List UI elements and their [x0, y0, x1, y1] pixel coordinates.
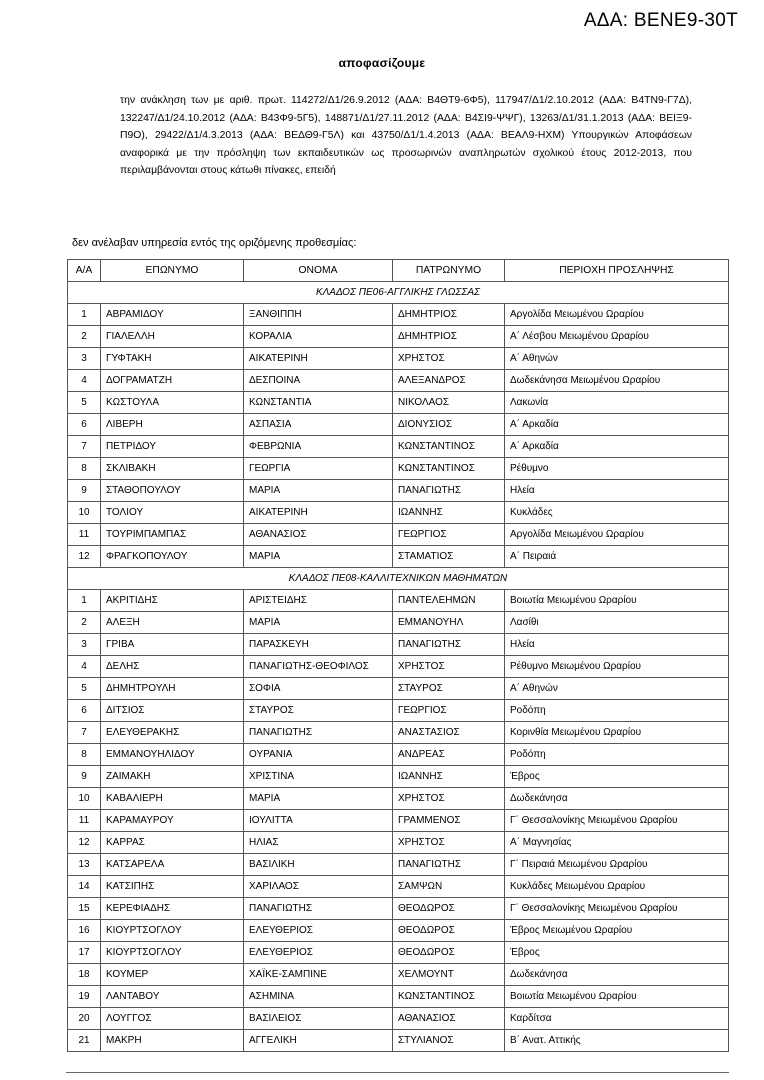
table-row — [68, 304, 729, 326]
group-header-row — [68, 282, 729, 304]
father-name-cell: ΑΝΑΣΤΑΣΙΟΣ — [393, 722, 505, 744]
table-row — [68, 1030, 729, 1052]
surname-cell: ΔΟΓΡΑΜΑΤΖΗ — [101, 370, 244, 392]
surname-cell: ΚΑΒΑΛΙΕΡΗ — [101, 788, 244, 810]
row-number: 7 — [68, 436, 101, 458]
father-name-cell: ΔΗΜΗΤΡΙΟΣ — [393, 326, 505, 348]
table-body — [68, 282, 729, 1052]
father-name-cell: ΑΝΔΡΕΑΣ — [393, 744, 505, 766]
hiring-area-cell: Α΄ Μαγνησίας — [505, 832, 729, 854]
row-number: 21 — [68, 1030, 101, 1052]
surname-cell: ΠΕΤΡΙΔΟΥ — [101, 436, 244, 458]
hiring-area-cell: Ρέθυμνο — [505, 458, 729, 480]
surname-cell: ΛΑΝΤΑΒΟΥ — [101, 986, 244, 1008]
table-row — [68, 502, 729, 524]
row-number: 13 — [68, 854, 101, 876]
row-number: 19 — [68, 986, 101, 1008]
teachers-table — [67, 259, 729, 1052]
group-title: ΚΛΑΔΟΣ ΠΕ08-ΚΑΛΛΙΤΕΧΝΙΚΩΝ ΜΑΘΗΜΑΤΩΝ — [68, 568, 729, 590]
name-cell: ΑΙΚΑΤΕΡΙΝΗ — [244, 348, 393, 370]
surname-cell: ΓΡΙΒΑ — [101, 634, 244, 656]
hiring-area-cell: Γ΄ Θεσσαλονίκης Μειωμένου Ωραρίου — [505, 898, 729, 920]
table-row — [68, 612, 729, 634]
father-name-cell: ΝΙΚΟΛΑΟΣ — [393, 392, 505, 414]
hiring-area-cell: Κυκλάδες — [505, 502, 729, 524]
hiring-area-cell: Λασίθι — [505, 612, 729, 634]
surname-cell: ΔΙΤΣΙΟΣ — [101, 700, 244, 722]
row-number: 12 — [68, 546, 101, 568]
surname-cell: ΚΙΟΥΡΤΣΟΓΛΟΥ — [101, 942, 244, 964]
table-row — [68, 634, 729, 656]
name-cell: ΜΑΡΙΑ — [244, 788, 393, 810]
name-cell: ΟΥΡΑΝΙΑ — [244, 744, 393, 766]
father-name-cell: ΓΕΩΡΓΙΟΣ — [393, 700, 505, 722]
table-row — [68, 414, 729, 436]
hiring-area-cell: Βοιωτία Μειωμένου Ωραρίου — [505, 986, 729, 1008]
row-number: 20 — [68, 1008, 101, 1030]
table-row — [68, 524, 729, 546]
father-name-cell: ΘΕΟΔΩΡΟΣ — [393, 920, 505, 942]
table-row — [68, 480, 729, 502]
name-cell: ΣΟΦΙΑ — [244, 678, 393, 700]
hiring-area-cell: Δωδεκάνησα Μειωμένου Ωραρίου — [505, 370, 729, 392]
father-name-cell: ΧΕΛΜΟΥΝΤ — [393, 964, 505, 986]
hiring-area-cell: Ηλεία — [505, 634, 729, 656]
table-row — [68, 986, 729, 1008]
table-row — [68, 920, 729, 942]
table-row — [68, 942, 729, 964]
row-number: 17 — [68, 942, 101, 964]
row-number: 11 — [68, 524, 101, 546]
row-number: 5 — [68, 678, 101, 700]
row-number: 12 — [68, 832, 101, 854]
surname-cell: ΑΚΡΙΤΙΔΗΣ — [101, 590, 244, 612]
table-header-row — [68, 260, 729, 282]
table-row — [68, 590, 729, 612]
father-name-cell: ΓΡΑΜΜΕΝΟΣ — [393, 810, 505, 832]
hiring-area-cell: Αργολίδα Μειωμένου Ωραρίου — [505, 524, 729, 546]
hiring-area-cell: Δωδεκάνησα — [505, 964, 729, 986]
father-name-cell: ΑΛΕΞΑΝΔΡΟΣ — [393, 370, 505, 392]
col-header-hiring-area: ΠΕΡΙΟΧΗ ΠΡΟΣΛΗΨΗΣ — [505, 260, 729, 282]
father-name-cell: ΑΘΑΝΑΣΙΟΣ — [393, 1008, 505, 1030]
name-cell: ΒΑΣΙΛΕΙΟΣ — [244, 1008, 393, 1030]
surname-cell: ΛΟΥΓΓΟΣ — [101, 1008, 244, 1030]
surname-cell: ΑΛΕΞΗ — [101, 612, 244, 634]
surname-cell: ΤΟΥΡΙΜΠΑΜΠΑΣ — [101, 524, 244, 546]
col-header-father-name: ΠΑΤΡΩΝΥΜΟ — [393, 260, 505, 282]
row-number: 7 — [68, 722, 101, 744]
row-number: 16 — [68, 920, 101, 942]
surname-cell: ΣΤΑΘΟΠΟΥΛΟΥ — [101, 480, 244, 502]
row-number: 14 — [68, 876, 101, 898]
table-row — [68, 656, 729, 678]
table-row — [68, 348, 729, 370]
row-number: 3 — [68, 348, 101, 370]
hiring-area-cell: Α΄ Πειραιά — [505, 546, 729, 568]
ada-code: ΑΔΑ: ΒΕΝΕ9-30Τ — [583, 10, 738, 31]
table-intro-note: δεν ανέλαβαν υπηρεσία εντός της οριζόμενης προθεσμίας: — [72, 237, 357, 249]
row-number: 5 — [68, 392, 101, 414]
row-number: 9 — [68, 766, 101, 788]
surname-cell: ΖΑΙΜΑΚΗ — [101, 766, 244, 788]
row-number: 2 — [68, 612, 101, 634]
father-name-cell: ΠΑΝΑΓΙΩΤΗΣ — [393, 854, 505, 876]
father-name-cell: ΚΩΝΣΤΑΝΤΙΝΟΣ — [393, 458, 505, 480]
table-row — [68, 436, 729, 458]
name-cell: ΠΑΝΑΓΙΩΤΗΣ — [244, 898, 393, 920]
father-name-cell: ΧΡΗΣΤΟΣ — [393, 788, 505, 810]
surname-cell: ΚΑΡΡΑΣ — [101, 832, 244, 854]
name-cell: ΑΘΑΝΑΣΙΟΣ — [244, 524, 393, 546]
name-cell: ΕΛΕΥΘΕΡΙΟΣ — [244, 920, 393, 942]
hiring-area-cell: Κυκλάδες Μειωμένου Ωραρίου — [505, 876, 729, 898]
table-row — [68, 392, 729, 414]
name-cell: ΑΙΚΑΤΕΡΙΝΗ — [244, 502, 393, 524]
table-row — [68, 766, 729, 788]
father-name-cell: ΔΙΟΝΥΣΙΟΣ — [393, 414, 505, 436]
name-cell: ΧΑΪΚΕ-ΣΑΜΠΙΝΕ — [244, 964, 393, 986]
name-cell: ΜΑΡΙΑ — [244, 546, 393, 568]
hiring-area-cell: Α΄ Λέσβου Μειωμένου Ωραρίου — [505, 326, 729, 348]
surname-cell: ΤΟΛΙΟΥ — [101, 502, 244, 524]
decision-paragraph: την ανάκληση των με αριθ. πρωτ. 114272/Δ1/26.9.2012 (ΑΔΑ: Β4ΘΤ9-6Φ5), 117947/Δ1/2.10.2012 (ΑΔΑ: Β4ΤΝ9-Γ7Δ), 132247/Δ1/24.10.2012 (ΑΔΑ: Β43Φ9-5Γ5), 148871/Δ1/27.11.2012 (ΑΔΑ: Β4ΣΙ9-ΨΨΓ), 13263/Δ1/31.1.2013 (ΑΔΑ: ΒΕΙΞ9-Π9Ο), 29422/Δ1/4.3.2013 (ΑΔΑ: ΒΕΔΘ9-Γ5Λ) και 43750/Δ1/1.4.2013 (ΑΔΑ: ΒΕΑΛ9-ΗΧΜ) Υπουργικών Αποφάσεων αναφορικά με την πρόσληψη των εκπαιδευτικών ως προσωρινών αναπληρωτών σχολικού έτους 2012-2013, που περιλαμβάνονται στους κάτωθι πίνακες, επειδή — [120, 95, 692, 177]
surname-cell: ΚΩΣΤΟΥΛΑ — [101, 392, 244, 414]
row-number: 4 — [68, 656, 101, 678]
surname-cell: ΜΑΚΡΗ — [101, 1030, 244, 1052]
surname-cell: ΚΟΥΜΕΡ — [101, 964, 244, 986]
table-row — [68, 810, 729, 832]
col-header-name: ΟΝΟΜΑ — [244, 260, 393, 282]
name-cell: ΑΓΓΕΛΙΚΗ — [244, 1030, 393, 1052]
table-row — [68, 832, 729, 854]
group-title: ΚΛΑΔΟΣ ΠΕ06-ΑΓΓΛΙΚΗΣ ΓΛΩΣΣΑΣ — [68, 282, 729, 304]
hiring-area-cell: Λακωνία — [505, 392, 729, 414]
name-cell: ΑΣΗΜΙΝΑ — [244, 986, 393, 1008]
name-cell: ΠΑΝΑΓΙΩΤΗΣ-ΘΕΟΦΙΛΟΣ — [244, 656, 393, 678]
father-name-cell: ΣΤΑΜΑΤΙΟΣ — [393, 546, 505, 568]
table-row — [68, 700, 729, 722]
hiring-area-cell: Β΄ Ανατ. Αττικής — [505, 1030, 729, 1052]
surname-cell: ΓΙΑΛΕΛΛΗ — [101, 326, 244, 348]
surname-cell: ΛΙΒΕΡΗ — [101, 414, 244, 436]
table-row — [68, 678, 729, 700]
name-cell: ΓΕΩΡΓΙΑ — [244, 458, 393, 480]
hiring-area-cell: Α΄ Αρκαδία — [505, 414, 729, 436]
hiring-area-cell: Κορινθία Μειωμένου Ωραρίου — [505, 722, 729, 744]
name-cell: ΙΟΥΛΙΤΤΑ — [244, 810, 393, 832]
name-cell: ΑΣΠΑΣΙΑ — [244, 414, 393, 436]
father-name-cell: ΣΤΥΛΙΑΝΟΣ — [393, 1030, 505, 1052]
surname-cell: ΣΚΛΙΒΑΚΗ — [101, 458, 244, 480]
father-name-cell: ΠΑΝΤΕΛΕΗΜΩΝ — [393, 590, 505, 612]
father-name-cell: ΘΕΟΔΩΡΟΣ — [393, 942, 505, 964]
row-number: 9 — [68, 480, 101, 502]
father-name-cell: ΔΗΜΗΤΡΙΟΣ — [393, 304, 505, 326]
table-row — [68, 898, 729, 920]
father-name-cell: ΚΩΝΣΤΑΝΤΙΝΟΣ — [393, 436, 505, 458]
decision-heading: αποφασίζουμε — [338, 56, 426, 70]
table-row — [68, 964, 729, 986]
row-number: 3 — [68, 634, 101, 656]
hiring-area-cell: Δωδεκάνησα — [505, 788, 729, 810]
hiring-area-cell: Ηλεία — [505, 480, 729, 502]
col-header-surname: ΕΠΩΝΥΜΟ — [101, 260, 244, 282]
name-cell: ΑΡΙΣΤΕΙΔΗΣ — [244, 590, 393, 612]
hiring-area-cell: Έβρος Μειωμένου Ωραρίου — [505, 920, 729, 942]
table-row — [68, 744, 729, 766]
father-name-cell: ΧΡΗΣΤΟΣ — [393, 832, 505, 854]
hiring-area-cell: Έβρος — [505, 766, 729, 788]
row-number: 4 — [68, 370, 101, 392]
surname-cell: ΚΑΡΑΜΑΥΡΟΥ — [101, 810, 244, 832]
table-row — [68, 722, 729, 744]
name-cell: ΔΕΣΠΟΙΝΑ — [244, 370, 393, 392]
table-row — [68, 458, 729, 480]
table-row — [68, 1008, 729, 1030]
father-name-cell: ΣΑΜΨΩΝ — [393, 876, 505, 898]
row-number: 10 — [68, 502, 101, 524]
table-row — [68, 370, 729, 392]
row-number: 2 — [68, 326, 101, 348]
name-cell: ΠΑΝΑΓΙΩΤΗΣ — [244, 722, 393, 744]
surname-cell: ΚΕΡΕΦΙΑΔΗΣ — [101, 898, 244, 920]
father-name-cell: ΠΑΝΑΓΙΩΤΗΣ — [393, 634, 505, 656]
name-cell: ΜΑΡΙΑ — [244, 612, 393, 634]
hiring-area-cell: Έβρος — [505, 942, 729, 964]
surname-cell: ΕΛΕΥΘΕΡΑΚΗΣ — [101, 722, 244, 744]
hiring-area-cell: Γ΄ Θεσσαλονίκης Μειωμένου Ωραρίου — [505, 810, 729, 832]
row-number: 10 — [68, 788, 101, 810]
father-name-cell: ΓΕΩΡΓΙΟΣ — [393, 524, 505, 546]
father-name-cell: ΧΡΗΣΤΟΣ — [393, 348, 505, 370]
hiring-area-cell: Α΄ Αθηνών — [505, 678, 729, 700]
row-number: 15 — [68, 898, 101, 920]
table-row — [68, 876, 729, 898]
table-row — [68, 546, 729, 568]
surname-cell: ΚΑΤΣΙΠΗΣ — [101, 876, 244, 898]
hiring-area-cell: Ρέθυμνο Μειωμένου Ωραρίου — [505, 656, 729, 678]
name-cell: ΗΛΙΑΣ — [244, 832, 393, 854]
row-number: 1 — [68, 590, 101, 612]
row-number: 6 — [68, 700, 101, 722]
row-number: 11 — [68, 810, 101, 832]
name-cell: ΕΛΕΥΘΕΡΙΟΣ — [244, 942, 393, 964]
hiring-area-cell: Αργολίδα Μειωμένου Ωραρίου — [505, 304, 729, 326]
table-row — [68, 854, 729, 876]
hiring-area-cell: Α΄ Αθηνών — [505, 348, 729, 370]
father-name-cell: ΚΩΝΣΤΑΝΤΙΝΟΣ — [393, 986, 505, 1008]
name-cell: ΞΑΝΘΙΠΠΗ — [244, 304, 393, 326]
hiring-area-cell: Βοιωτία Μειωμένου Ωραρίου — [505, 590, 729, 612]
father-name-cell: ΣΤΑΥΡΟΣ — [393, 678, 505, 700]
hiring-area-cell: Ροδόπη — [505, 700, 729, 722]
father-name-cell: ΕΜΜΑΝΟΥΗΛ — [393, 612, 505, 634]
name-cell: ΠΑΡΑΣΚΕΥΗ — [244, 634, 393, 656]
surname-cell: ΔΗΜΗΤΡΟΥΛΗ — [101, 678, 244, 700]
surname-cell: ΓΥΦΤΑΚΗ — [101, 348, 244, 370]
table-row — [68, 788, 729, 810]
father-name-cell: ΙΩΑΝΝΗΣ — [393, 502, 505, 524]
row-number: 6 — [68, 414, 101, 436]
father-name-cell: ΙΩΑΝΝΗΣ — [393, 766, 505, 788]
surname-cell: ΦΡΑΓΚΟΠΟΥΛΟΥ — [101, 546, 244, 568]
row-number: 1 — [68, 304, 101, 326]
hiring-area-cell: Ροδόπη — [505, 744, 729, 766]
father-name-cell: ΘΕΟΔΩΡΟΣ — [393, 898, 505, 920]
name-cell: ΚΩΝΣΤΑΝΤΙΑ — [244, 392, 393, 414]
name-cell: ΚΟΡΑΛΙΑ — [244, 326, 393, 348]
surname-cell: ΕΜΜΑΝΟΥΗΛΙΔΟΥ — [101, 744, 244, 766]
table-row — [68, 326, 729, 348]
page-bottom-rule — [66, 1072, 729, 1073]
surname-cell: ΔΕΛΗΣ — [101, 656, 244, 678]
group-header-row — [68, 568, 729, 590]
name-cell: ΧΡΙΣΤΙΝΑ — [244, 766, 393, 788]
hiring-area-cell: Γ΄ Πειραιά Μειωμένου Ωραρίου — [505, 854, 729, 876]
hiring-area-cell: Καρδίτσα — [505, 1008, 729, 1030]
row-number: 8 — [68, 744, 101, 766]
name-cell: ΦΕΒΡΩΝΙΑ — [244, 436, 393, 458]
name-cell: ΒΑΣΙΛΙΚΗ — [244, 854, 393, 876]
surname-cell: ΚΑΤΣΑΡΕΛΑ — [101, 854, 244, 876]
row-number: 18 — [68, 964, 101, 986]
surname-cell: ΚΙΟΥΡΤΣΟΓΛΟΥ — [101, 920, 244, 942]
name-cell: ΣΤΑΥΡΟΣ — [244, 700, 393, 722]
father-name-cell: ΧΡΗΣΤΟΣ — [393, 656, 505, 678]
col-header-aa: Α/Α — [68, 260, 101, 282]
surname-cell: ΑΒΡΑΜΙΔΟΥ — [101, 304, 244, 326]
father-name-cell: ΠΑΝΑΓΙΩΤΗΣ — [393, 480, 505, 502]
hiring-area-cell: Α΄ Αρκαδία — [505, 436, 729, 458]
name-cell: ΧΑΡΙΛΑΟΣ — [244, 876, 393, 898]
name-cell: ΜΑΡΙΑ — [244, 480, 393, 502]
row-number: 8 — [68, 458, 101, 480]
